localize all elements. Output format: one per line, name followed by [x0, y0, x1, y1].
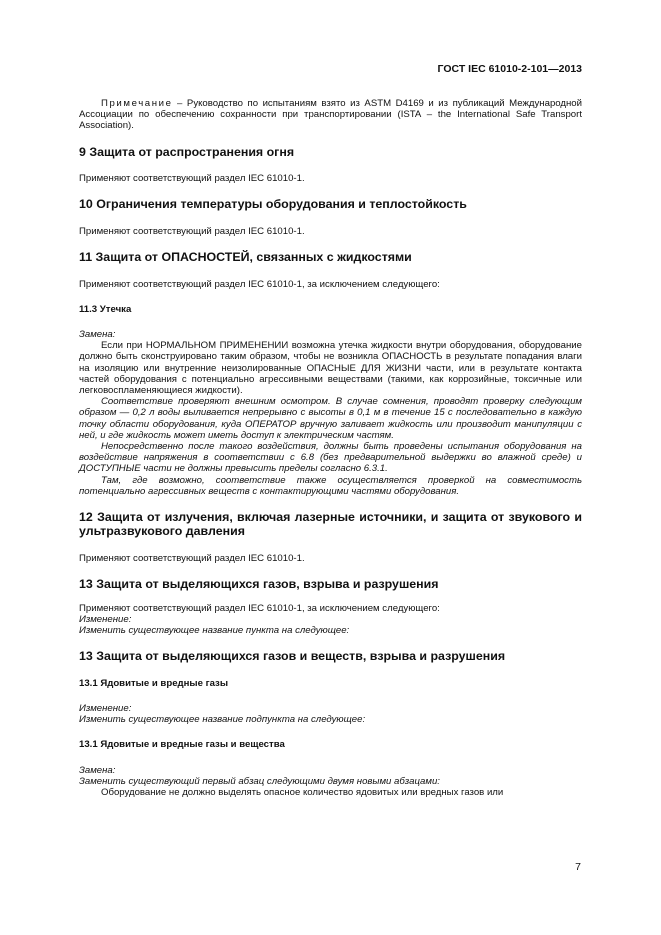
section-11-3-paragraph-4: Там, где возможно, соответствие также осуществляется проверкой на совместимость потенциально агрессивных веществ с контактирующими частями оборудования. — [79, 474, 582, 497]
section-11-3-paragraph-3: Непосредственно после такого воздействия, должны быть проведены испытания оборудования на воздействие напряжения в соответствии с 6.8 (без предварительной выдержки во влажной среде) и ДОСТУПНЫЕ части не должны превысить пределы согласно 6.3.1. — [79, 440, 582, 475]
section-13-change-text: Изменить существующее название пункта на следующее: — [79, 625, 350, 637]
section-9-text: Применяют соответствующий раздел IEC 61010-1. — [79, 173, 305, 185]
document-code-header: ГОСТ IEC 61010-2-101—2013 — [437, 63, 582, 75]
section-13-new-title: 13 Защита от выделяющихся газов и веществ, взрыва и разрушения — [79, 649, 506, 664]
section-13-text: Применяют соответствующий раздел IEC 61010-1, за исключением следующего: — [79, 602, 440, 614]
section-9-title: 9 Защита от распространения огня — [79, 144, 295, 159]
section-11-3-paragraph-1: Если при НОРМАЛЬНОМ ПРИМЕНЕНИИ возможна утечка жидкости внутри оборудования, оборудование должно быть сконструировано таким образом, чтобы не возникла ОПАСНОСТЬ в результате попадания влаги на изоляцию или внутренние неизолированные ОПАСНЫЕ ДЛЯ ЖИЗНИ части, или в результате контакта частей оборудования с потенциально агрессивными веществами (такими, как коррозийные, токсичные или легковоспламеняющиеся жидкости). — [79, 340, 582, 396]
page-number: 7 — [575, 861, 581, 873]
section-13-1-title: 13.1 Ядовитые и вредные газы — [79, 677, 229, 689]
page-body — [79, 98, 582, 798]
section-12-title: 12 Защита от излучения, включая лазерные источники, и защита от звукового и ультразвукового давления — [79, 509, 582, 539]
section-11-3-title: 11.3 Утечка — [79, 303, 132, 315]
section-13-1-change-text: Изменить существующее название подпункта на следующее: — [79, 714, 366, 726]
note-label: Примечание — [101, 98, 173, 109]
section-12-text: Применяют соответствующий раздел IEC 61010-1. — [79, 552, 305, 564]
section-10-text: Применяют соответствующий раздел IEC 61010-1. — [79, 225, 305, 237]
section-13-change-label: Изменение: — [79, 613, 132, 625]
section-11-3-change-label: Замена: — [79, 328, 116, 340]
section-10-title: 10 Ограничения температуры оборудования и теплостойкость — [79, 197, 467, 212]
section-13-1-new-paragraph-1: Оборудование не должно выделять опасное количество ядовитых или вредных газов или — [101, 787, 504, 798]
section-13-title: 13 Защита от выделяющихся газов, взрыва и разрушения — [79, 577, 439, 592]
section-11-text: Применяют соответствующий раздел IEC 61010-1, за исключением следующего: — [79, 278, 440, 290]
section-13-1-new-title: 13.1 Ядовитые и вредные газы и вещества — [79, 739, 285, 751]
note-paragraph — [79, 98, 582, 132]
section-13-1-new-change-text: Заменить существующий первый абзац следующими двумя новыми абзацами: — [79, 775, 440, 787]
section-11-title: 11 Защита от ОПАСНОСТЕЙ, связанных с жидкостями — [79, 250, 412, 265]
section-11-3-paragraph-2: Соответствие проверяют внешним осмотром. В случае сомнения, проводят проверку следующим образом — 0,2 л воды выливается непрерывно с высоты в 0,1 м в течение 15 с последовательно в каждую точку области оборудования, куда ОПЕРАТОР вручную заливает жидкость или производит манипуляции с ней, и где жидкость может иметь доступ к электрическим частям. — [79, 396, 582, 441]
note-text: – Руководство по испытаниям взято из ASTM D4169 и из публикаций Международной Ассоциации по обеспечению сохранности при транспортировании (ISTA – the International Safe Transport Association). — [79, 98, 582, 132]
section-13-1-change-label: Изменение: — [79, 702, 132, 714]
section-13-1-new-change-label: Замена: — [79, 764, 116, 776]
